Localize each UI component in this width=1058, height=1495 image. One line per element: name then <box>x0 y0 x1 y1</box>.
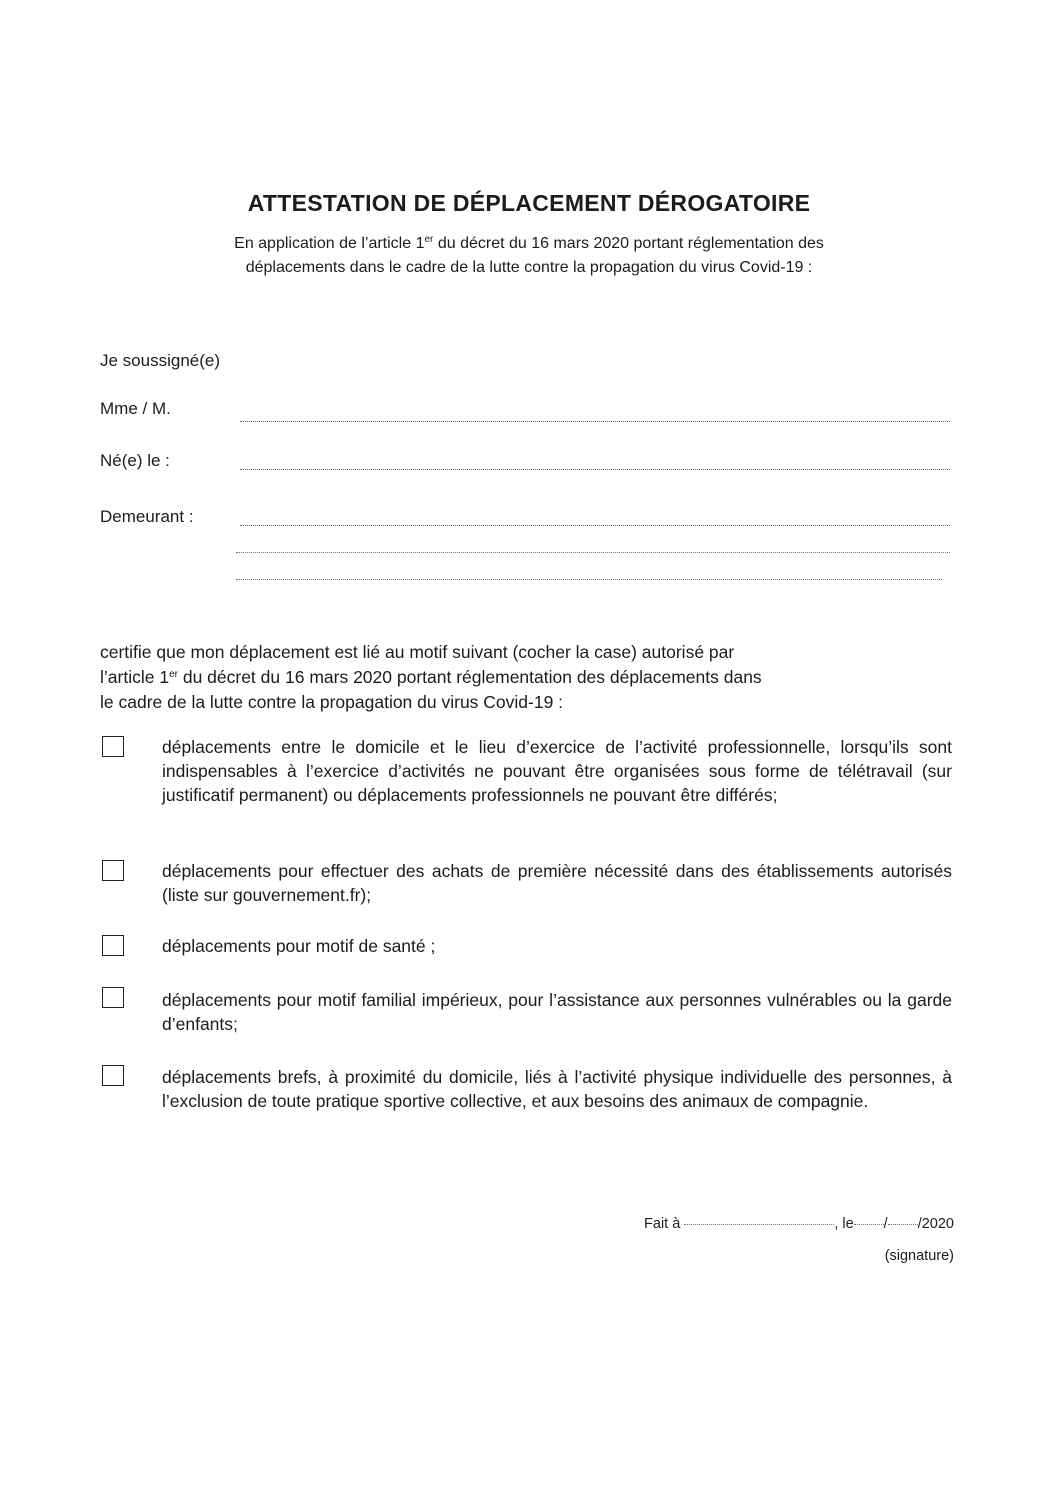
certification-text <box>100 640 952 715</box>
undersigned-label: Je soussigné(e) <box>100 351 221 370</box>
option-health-checkbox[interactable] <box>102 935 124 956</box>
certification-line-1: certifie que mon déplacement est lié au motif suivant (cocher la case) autorisé par <box>100 642 735 662</box>
signature-label: (signature) <box>884 1248 954 1264</box>
address-field-line-2[interactable] <box>236 552 950 553</box>
document-subtitle <box>120 232 938 280</box>
option-shopping-text: déplacements pour effectuer des achats de première nécessité dans des établissements autorisés (liste sur gouvernement.fr); <box>162 861 952 905</box>
option-family-checkbox[interactable] <box>102 987 124 1008</box>
date-slash: / <box>883 1216 888 1232</box>
day-field[interactable] <box>854 1224 884 1225</box>
name-label: Mme / M. <box>100 399 171 418</box>
subtitle-text-b: du décret du 16 mars 2020 portant réglementation des <box>433 235 824 252</box>
option-work-text: déplacements entre le domicile et le lieu d’exercice de l’activité professionnelle, lorsqu’ils sont indispensables à l’exercice d’activités ne pouvant être organisées sous forme de télétravail (sur justificatif permanent) ou déplacements professionnels ne pouvant être différés; <box>162 737 952 805</box>
option-health-text: déplacements pour motif de santé ; <box>162 936 436 956</box>
certification-superscript: er <box>169 669 178 680</box>
address-field-line-1[interactable] <box>240 525 950 526</box>
option-exercise-checkbox[interactable] <box>102 1065 124 1086</box>
certification-line-2b: du décret du 16 mars 2020 portant réglementation des déplacements dans <box>177 667 762 687</box>
subtitle-line-2: déplacements dans le cadre de la lutte contre la propagation du virus Covid-19 : <box>245 259 813 276</box>
document-title: ATTESTATION DE DÉPLACEMENT DÉROGATOIRE <box>247 190 811 216</box>
option-shopping-checkbox[interactable] <box>102 860 124 881</box>
address-label: Demeurant : <box>100 507 194 526</box>
address-field-line-3[interactable] <box>236 579 942 580</box>
certification-line-2a: l’article 1 <box>100 667 170 687</box>
year-label: /2020 <box>917 1216 954 1232</box>
place-date-line <box>644 1216 954 1232</box>
option-family-text: déplacements pour motif familial impérieux, pour l’assistance aux personnes vulnérables ou la garde d’enfants; <box>162 990 952 1034</box>
place-field[interactable] <box>684 1224 834 1225</box>
birth-date-field[interactable] <box>240 469 950 470</box>
certification-line-3: le cadre de la lutte contre la propagation du virus Covid-19 : <box>100 692 564 712</box>
month-field[interactable] <box>888 1224 918 1225</box>
subtitle-text-a: En application de l’article 1 <box>234 235 425 252</box>
option-work-checkbox[interactable] <box>102 736 124 757</box>
fait-label: Fait à <box>644 1216 681 1232</box>
option-exercise-text: déplacements brefs, à proximité du domicile, liés à l’activité physique individuelle des personnes, à l’exclusion de toute pratique sportive collective, et aux besoins des animaux de compagnie. <box>162 1067 952 1111</box>
birth-date-label: Né(e) le : <box>100 451 170 470</box>
name-field[interactable] <box>240 421 950 422</box>
le-label: , le <box>834 1216 854 1232</box>
subtitle-superscript: er <box>424 234 434 245</box>
